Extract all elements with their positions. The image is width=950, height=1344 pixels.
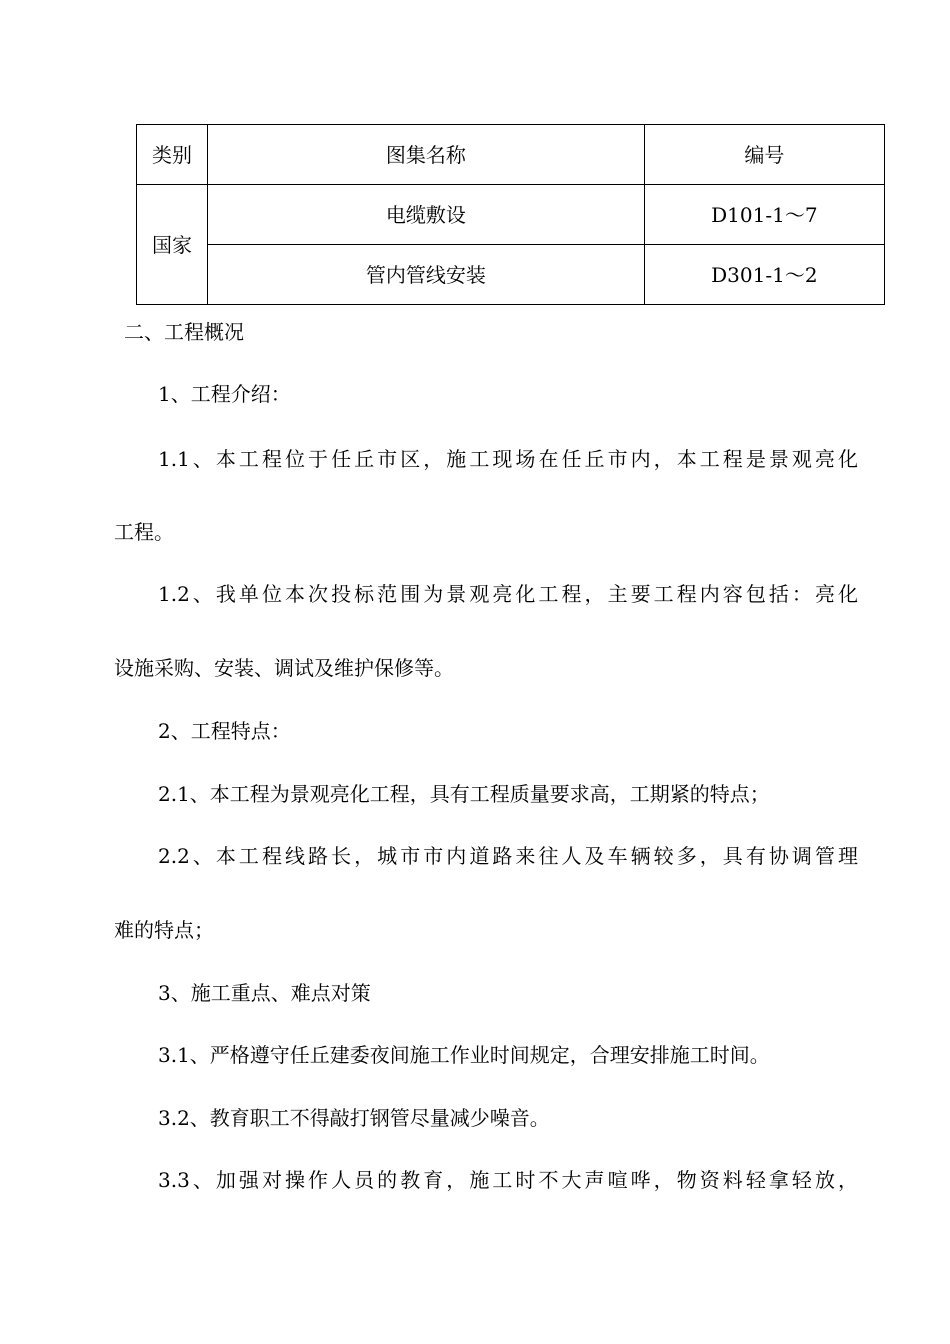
category-cell: 国家 (137, 185, 208, 305)
paragraph-line: 难的特点； (114, 918, 214, 942)
atlas-name-cell: 电缆敷设 (208, 185, 645, 245)
paragraph-line: 3.2、教育职工不得敲打钢管尽量减少噪音。 (158, 1106, 550, 1130)
paragraph-line: 3.1、严格遵守任丘建委夜间施工作业时间规定，合理安排施工时间。 (158, 1043, 770, 1067)
code-cell: D101-1～7 (644, 185, 884, 245)
table-header-row (137, 125, 885, 185)
paragraph-line: 2.2、本工程线路长，城市市内道路来往人及车辆较多，具有协调管理 (158, 844, 858, 868)
header-code: 编号 (644, 125, 884, 185)
subsection-title: 3、施工重点、难点对策 (158, 981, 371, 1005)
subsection-title: 1、工程介绍： (158, 382, 291, 406)
paragraph-line: 1.1、本工程位于任丘市区，施工现场在任丘市内，本工程是景观亮化 (158, 447, 858, 471)
paragraph-line: 1.2、我单位本次投标范围为景观亮化工程，主要工程内容包括：亮化 (158, 582, 858, 606)
atlas-name-cell: 管内管线安装 (208, 245, 645, 305)
paragraph-line: 3.3、加强对操作人员的教育，施工时不大声喧哗，物资料轻拿轻放， (158, 1168, 858, 1192)
table-row (137, 185, 885, 245)
paragraph-line: 2.1、本工程为景观亮化工程，具有工程质量要求高，工期紧的特点； (158, 782, 770, 806)
table-row (137, 245, 885, 305)
header-atlas-name: 图集名称 (208, 125, 645, 185)
code-cell: D301-1～2 (644, 245, 884, 305)
atlas-table (136, 124, 885, 305)
paragraph-line: 设施采购、安装、调试及维护保修等。 (114, 656, 454, 680)
section-heading: 二、工程概况 (124, 320, 244, 344)
paragraph-line: 工程。 (114, 520, 174, 544)
header-category: 类别 (137, 125, 208, 185)
subsection-title: 2、工程特点： (158, 719, 291, 743)
